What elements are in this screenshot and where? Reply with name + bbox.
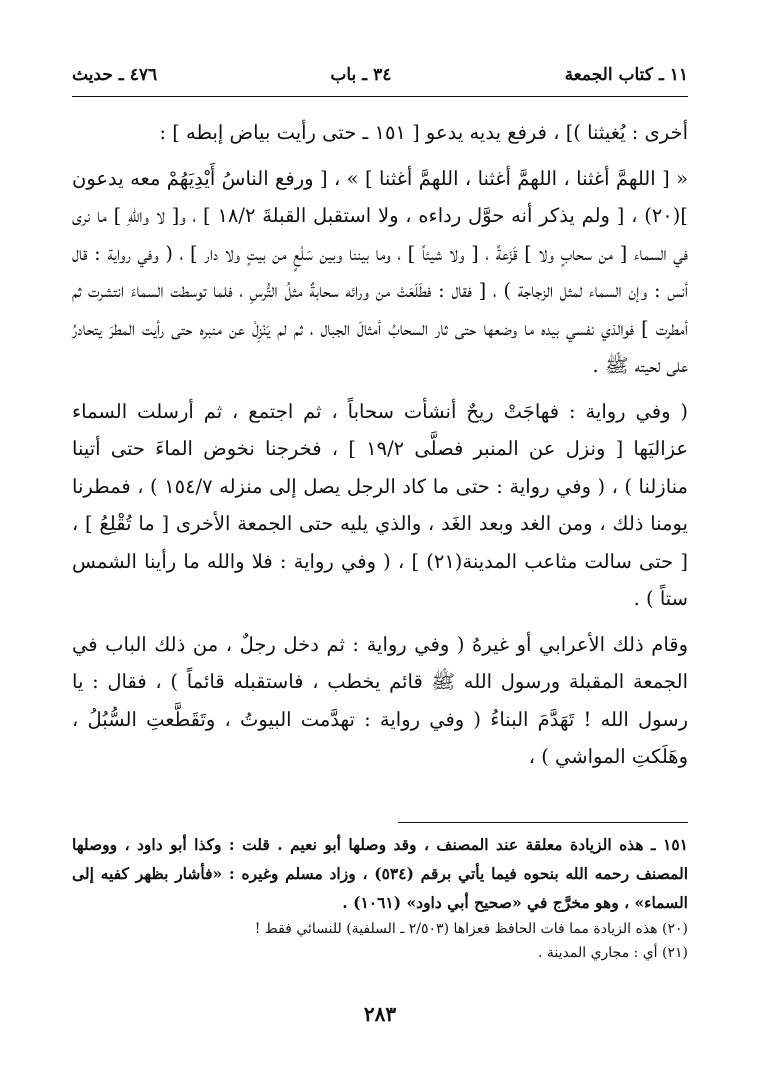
footnotes: [72, 830, 688, 965]
footnote-20: (٢٠) هذه الزيادة مما فات الحافظ فعزاها (٢/٥٠٣ ـ السلفية) للنسائي فقط !: [254, 921, 688, 937]
footnote-21: (٢١) أي : مجاري المدينة .: [538, 945, 688, 961]
paragraph-3: ( وفي رواية : فهاجَتْ ريحٌ أنشأت سحاباً ، ثم اجتمع ، ثم أرسلت السماء عزاليَها [ ونزل عن المنبر فصلَّى ١٩/٢ ] ، فخرجنا نخوض الماءَ حتى أتينا منازلنا ) ، ( وفي رواية : حتى ما كاد الرجل يصل إلى منزله ١٥٤/٧ ) ، فمطرنا يومنا ذلك ، ومن الغد وبعد الغَد ، والذي يليه حتى الجمعة الأخرى [ ما تُقْلِعُ ] ، [ حتى سالت مثاعب المدينة(٢١) ] ، ( وفي رواية : فلا والله ما رأينا الشمس ستاً ) .: [72, 399, 689, 610]
header-bab: ٣٤ ـ باب: [330, 65, 392, 85]
footnote-151: ١٥١ ـ هذه الزيادة معلقة عند المصنف ، وقد وصلها أبو نعيم . قلت : وكذا أبو داود ، ووصلها المصنف رحمه الله بنحوه فيما يأتي برقم (٥٣٤) ، وزاد مسلم وغيره : «فأشار بظهر كفيه إلى السماء» ، وهو مخرَّج في «صحيح أبي داود» (١٠٦١) .: [72, 835, 688, 912]
main-text: [72, 114, 688, 776]
paragraph-2: « [ اللهمَّ أغثنا ، اللهمَّ أغثنا ، اللهمَّ أغثنا ] » ، [ ورفع الناسُ أَيْدِيَهُمْ معه يدعون ](٢٠) ، [ ولم يذكر أنه حوَّل رداءه ، ولا استقبل القبلةَ ١٨/٢ ] ، و[ لا واللهِ ] ما نرى في السماء [ من سحابٍ ولا ] قَزَعةً ، [ ولا شيئاً ] ، وما بيننا وبين سَلْعٍ من بيتٍ ولا دار ] ، ( وفي رواية : قال أنس : وإن السماء لمثل الزجاجة ) ، [ فقال : فطَلَعَتْ من ورائه سحابةٌ مثلُ التُّرسِ ، فلما توسطت السماءَ انتشرت ثم أمطرت ] فوالذي نفسي بيده ما وضعها حتى ثار السحابُ أمثالَ الجبال ، ثم لم يَنْزِلْ عن منبره حتى رأيت المطرَ يتحادرُ على لحيته ﷺ .: [72, 166, 688, 377]
page-number: ٢٨٣: [363, 1002, 397, 1026]
footnote-divider: [398, 822, 688, 823]
header-divider: [72, 96, 688, 97]
header-chapter: ١١ ـ كتاب الجمعة: [564, 65, 688, 85]
paragraph-4: وقام ذلك الأعرابي أو غيرهُ ( وفي رواية : ثم دخل رجلٌ ، من ذلك الباب في الجمعة المقبلة ورسول الله ﷺ قائم يخطب ، فاستقبله قائماً ) ، فقال : يا رسول الله ! تَهَدَّمَ البناءُ ( وفي رواية : تهدَّمت البيوتُ ، وتَقَطَّعتِ السُّبُلُ ، وهَلَكتِ المواشي ) ،: [72, 632, 688, 768]
paragraph-1: أخرى : يُغيثنا )] ، فرفع يديه يدعو [ ١٥١ ـ حتى رأيت بياض إبطه ] :: [159, 121, 688, 144]
header-hadith-number: ٤٧٦ ـ حديث: [72, 65, 158, 85]
page-header: [72, 58, 688, 92]
